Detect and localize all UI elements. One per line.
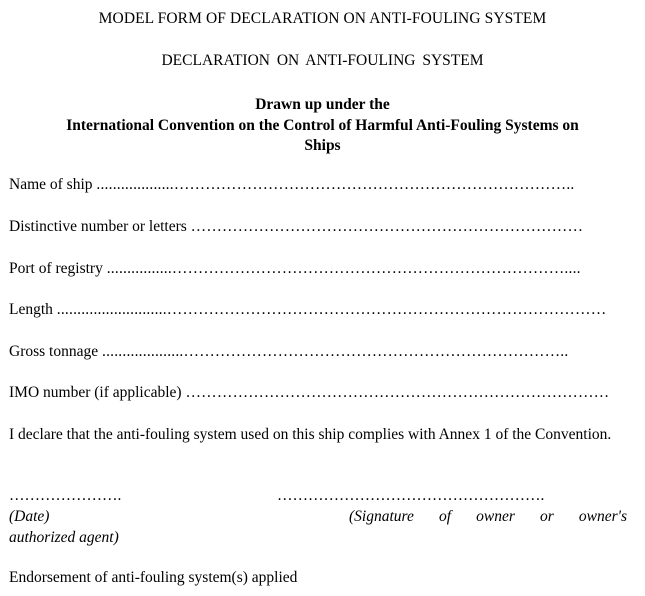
model-form-title: MODEL FORM OF DECLARATION ON ANTI-FOULING SYSTEM (98, 10, 547, 27)
field-label: Distinctive number or letters (9, 218, 187, 235)
field-dots: ……………………………………………………………………… (185, 384, 610, 401)
date-line[interactable]: …………………. (9, 487, 122, 504)
signature-line[interactable]: ……………………………………………. (277, 487, 545, 504)
field-gross-tonnage[interactable] (9, 343, 568, 361)
field-port-of-registry[interactable] (9, 260, 581, 278)
declaration-statement: I declare that the anti-fouling system used on this ship complies with Annex 1 of the Convention. (9, 426, 612, 443)
field-distinctive-number[interactable] (9, 218, 583, 236)
field-label: IMO number (if applicable) (9, 384, 182, 401)
field-label: Gross tonnage (9, 343, 99, 360)
declaration-title: DECLARATION ON ANTI-FOULING SYSTEM (161, 52, 484, 69)
convention-line-2: Ships (304, 137, 341, 154)
authorized-agent-label: authorized agent) (9, 529, 119, 546)
field-dots: ………………………………………………………………… (190, 218, 584, 235)
field-dots: ...................………………………………………………………………….. (96, 176, 575, 193)
field-length[interactable] (9, 301, 606, 319)
field-dots: ....................……………………………………………………………….. (102, 343, 569, 360)
endorsement-heading: Endorsement of anti-fouling system(s) applied (9, 569, 298, 586)
field-label: Length (9, 301, 53, 318)
field-label: Port of registry (9, 260, 103, 277)
field-dots: ................………………………………………………………………….... (106, 260, 581, 277)
field-label: Name of ship (9, 176, 93, 193)
field-name-of-ship[interactable] (9, 176, 574, 194)
signature-label: (Signature of owner or owner's (349, 508, 627, 525)
field-dots: ...........................………………………………………………………………………… (56, 301, 607, 318)
convention-line-1: International Convention on the Control of Harmful Anti-Fouling Systems on (66, 117, 579, 134)
field-imo-number[interactable] (9, 384, 609, 402)
date-label: (Date) (9, 508, 50, 525)
drawn-up-line: Drawn up under the (255, 96, 390, 113)
